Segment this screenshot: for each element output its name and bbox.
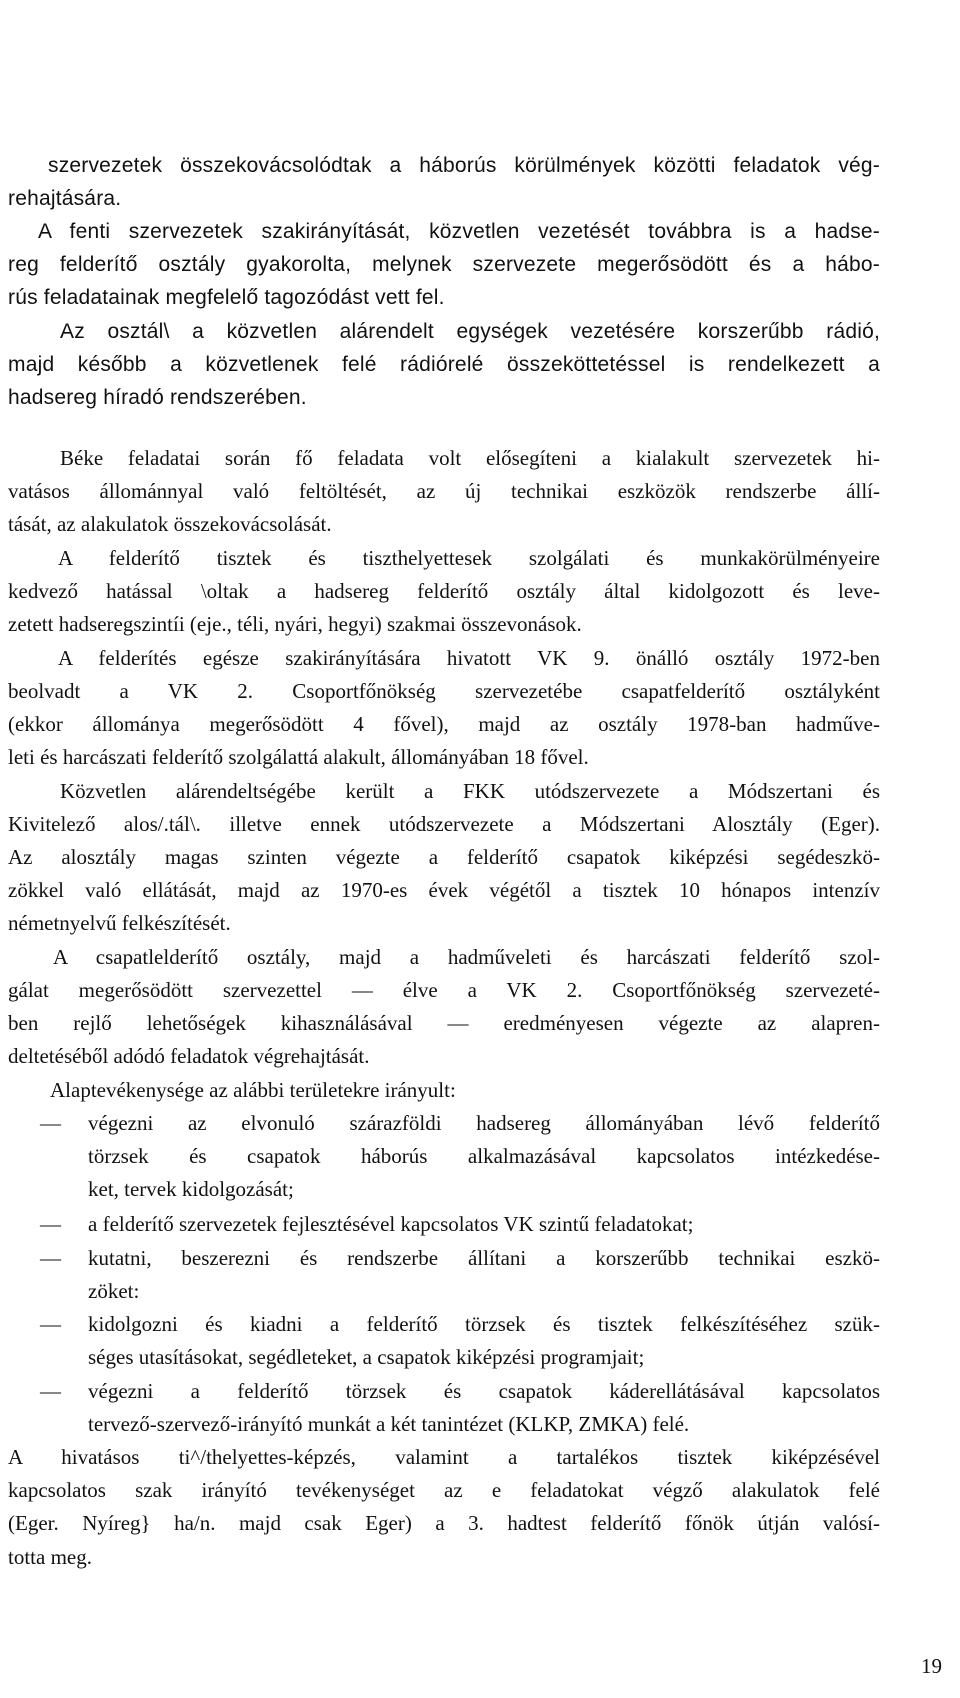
- text-line: Béke feladatai során fő feladata volt elősegíteni a kialakult szervezetek hi-: [60, 446, 880, 470]
- text-line: kedvező hatással \oltak a hadsereg felderítő osztály által kidolgozott és leve-: [8, 579, 880, 603]
- text-line: gálat megerősödött szervezettel — élve a VK 2. Csoportfőnökség szervezeté-: [8, 978, 880, 1002]
- list-dash: —: [40, 1246, 61, 1270]
- text-line: rús feladatainak megfelelő tagozódást vett fel.: [8, 286, 445, 309]
- text-line: szervezetek összekovácsolódtak a háborús körülmények közötti feladatok vég-: [48, 154, 880, 177]
- text-line: Az osztál\ a közvetlen alárendelt egységek vezetésére korszerűbb rádió,: [60, 320, 880, 343]
- text-line: Alaptevékenysége az alábbi területekre irányult:: [50, 1078, 456, 1102]
- list-dash: —: [40, 1212, 61, 1236]
- text-line: beolvadt a VK 2. Csoportfőnökség szervezetébe csapatfelderítő osztályként: [8, 679, 880, 703]
- text-line: A fenti szervezetek szakirányítását, közvetlen vezetését továbbra is a hadse-: [38, 220, 880, 243]
- text-line: totta meg.: [8, 1545, 92, 1569]
- text-line: zökkel való ellátását, majd az 1970-es évek végétől a tisztek 10 hónapos intenzív: [8, 878, 880, 902]
- text-line: (ekkor állománya megerősödött 4 fővel), majd az osztály 1978-ban hadműve-: [8, 712, 880, 736]
- text-line: zöket:: [88, 1279, 140, 1303]
- list-dash: —: [40, 1312, 61, 1336]
- text-line: deltetéséből adódó feladatok végrehajtását.: [8, 1044, 370, 1068]
- text-line: végezni az elvonuló szárazföldi hadsereg állományában lévő felderítő: [88, 1111, 880, 1135]
- text-line: kapcsolatos szak irányító tevékenységet az e feladatokat végző alakulatok felé: [8, 1478, 880, 1502]
- text-line: ket, tervek kidolgozását;: [88, 1177, 294, 1201]
- text-line: németnyelvű felkészítését.: [8, 911, 231, 935]
- text-line: A felderítés egésze szakirányítására hivatott VK 9. önálló osztály 1972-ben: [58, 646, 880, 670]
- text-line: A csapatlelderítő osztály, majd a hadműveleti és harcászati felderítő szol-: [53, 945, 880, 969]
- text-line: tását, az alakulatok összekovácsolását.: [8, 512, 332, 536]
- text-line: Közvetlen alárendeltségébe került a FKK utódszervezete a Módszertani és: [60, 779, 880, 803]
- page-number: 19: [921, 1654, 942, 1678]
- text-line: kutatni, beszerezni és rendszerbe állítani a korszerűbb technikai eszkö-: [88, 1246, 880, 1270]
- list-dash: —: [40, 1111, 61, 1135]
- text-line: ben rejlő lehetőségek kihasználásával — eredményesen végezte az alapren-: [8, 1011, 880, 1035]
- text-line: a felderítő szervezetek fejlesztésével kapcsolatos VK szintű feladatokat;: [88, 1212, 694, 1236]
- text-line: leti és harcászati felderítő szolgálattá alakult, állományában 18 fővel.: [8, 745, 589, 769]
- text-line: A felderítő tisztek és tiszthelyettesek szolgálati és munkakörülményeire: [58, 546, 880, 570]
- text-line: séges utasításokat, segédleteket, a csapatok kiképzési programjait;: [88, 1345, 645, 1369]
- text-line: A hivatásos ti^/thelyettes-képzés, valamint a tartalékos tisztek kiképzésével: [8, 1445, 880, 1469]
- text-line: rehajtására.: [8, 187, 122, 210]
- text-line: kidolgozni és kiadni a felderítő törzsek és tisztek felkészítéséhez szük-: [88, 1312, 880, 1336]
- text-line: reg felderítő osztály gyakorolta, melynek szervezete megerősödött és a hábo-: [8, 253, 880, 276]
- text-line: vatásos állománnyal való feltöltését, az új technikai eszközök rendszerbe állí-: [8, 479, 880, 503]
- text-line: (Eger. Nyíreg} ha/n. majd csak Eger) a 3. hadtest felderítő főnök útján valósí-: [8, 1511, 880, 1535]
- text-line: tervező-szervező-irányító munkát a két tanintézet (KLKP, ZMKA) felé.: [88, 1412, 690, 1436]
- text-line: végezni a felderítő törzsek és csapatok káderellátásával kapcsolatos: [88, 1379, 880, 1403]
- text-line: majd később a közvetlenek felé rádiórelé összeköttetéssel is rendelkezett a: [8, 353, 880, 376]
- text-line: hadsereg híradó rendszerében.: [8, 386, 307, 409]
- text-line: Kivitelező alos/.tál\. illetve ennek utódszervezete a Módszertani Alosztály (Eger).: [8, 812, 880, 836]
- text-line: törzsek és csapatok háborús alkalmazásával kapcsolatos intézkedése-: [88, 1144, 880, 1168]
- text-line: Az alosztály magas szinten végezte a felderítő csapatok kiképzési segédeszkö-: [8, 845, 880, 869]
- list-dash: —: [40, 1379, 61, 1403]
- text-line: zetett hadseregszintíi (eje., téli, nyári, hegyi) szakmai összevonások.: [8, 612, 582, 636]
